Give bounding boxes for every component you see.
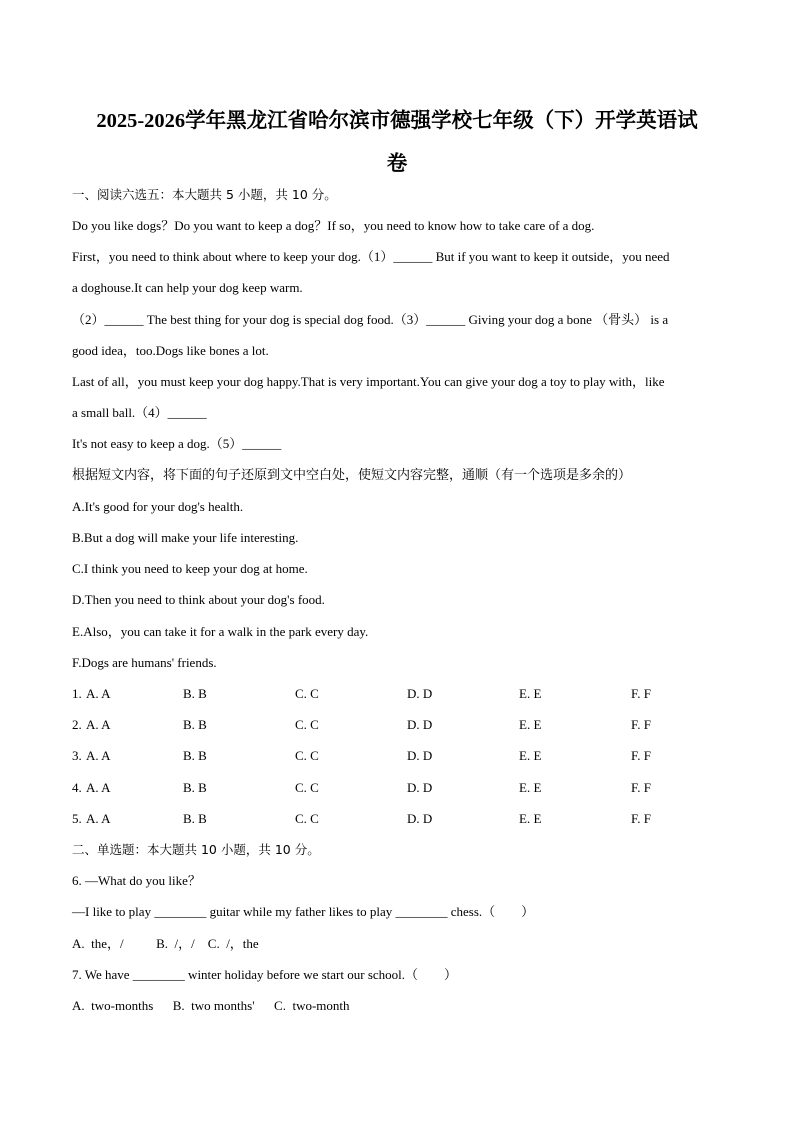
option-c[interactable]: C. C — [295, 717, 319, 732]
option-a[interactable]: A. A — [86, 717, 111, 732]
section2-heading: 二、单选题：本大题共 10 小题，共 10 分。 — [72, 842, 320, 857]
exam-title-line2: 卷 — [386, 153, 408, 175]
option-f[interactable]: F. F — [631, 780, 651, 795]
option-d[interactable]: D. D — [407, 748, 433, 763]
option-d[interactable]: D. D — [407, 811, 433, 826]
passage-line-3: a doghouse.It can help your dog keep warm. — [72, 280, 303, 295]
passage-line-1: Do you like dogs？Do you want to keep a dog？If so，you need to know how to take care of a dog. — [72, 218, 595, 233]
option-c[interactable]: C. C — [295, 780, 319, 795]
option-d[interactable]: D. D — [407, 780, 433, 795]
option-b[interactable]: B. B — [183, 686, 207, 701]
option-d[interactable]: D. D — [407, 686, 433, 701]
exam-title-line1: 2025-2026学年黑龙江省哈尔滨市德强学校七年级（下）开学英语试 — [96, 110, 698, 132]
option-f[interactable]: F. F — [631, 717, 651, 732]
option-b[interactable]: B. B — [183, 780, 207, 795]
option-a[interactable]: A. A — [86, 748, 111, 763]
option-f[interactable]: F. F — [631, 748, 651, 763]
choice-c: C.I think you need to keep your dog at home. — [72, 561, 308, 576]
question-number: 3. — [72, 748, 82, 763]
option-b[interactable]: B. B — [183, 748, 207, 763]
choice-e: E.Also，you can take it for a walk in the park every day. — [72, 624, 369, 639]
passage-line-7: a small ball.（4）______ — [72, 405, 207, 420]
option-e[interactable]: E. E — [519, 811, 542, 826]
choice-f: F.Dogs are humans' friends. — [72, 655, 217, 670]
option-e[interactable]: E. E — [519, 748, 542, 763]
option-b[interactable]: B. B — [183, 811, 207, 826]
question-number: 2. — [72, 717, 82, 732]
option-f[interactable]: F. F — [631, 686, 651, 701]
option-a[interactable]: A. A — [86, 686, 111, 701]
option-b[interactable]: B. B — [183, 717, 207, 732]
option-c[interactable]: C. C — [295, 748, 319, 763]
q6-stem: 6. —What do you like？ — [72, 873, 201, 888]
option-c[interactable]: C. C — [295, 811, 319, 826]
instruction-text: 根据短文内容，将下面的句子还原到文中空白处，使短文内容完整，通顺（有一个选项是多余的） — [72, 467, 632, 482]
q7-options[interactable]: A. two-months B. two months' C. two-month — [72, 998, 350, 1013]
section1-heading: 一、阅读六选五：本大题共 5 小题，共 10 分。 — [72, 187, 337, 202]
question-number: 4. — [72, 780, 82, 795]
q6-options[interactable]: A. the，/ B. /，/ C. /，the — [72, 936, 259, 951]
option-a[interactable]: A. A — [86, 780, 111, 795]
option-e[interactable]: E. E — [519, 686, 542, 701]
option-d[interactable]: D. D — [407, 717, 433, 732]
q6-line2: —I like to play ________ guitar while my father likes to play ________ chess.（ ） — [72, 904, 535, 919]
choice-d: D.Then you need to think about your dog's food. — [72, 592, 325, 607]
option-e[interactable]: E. E — [519, 717, 542, 732]
option-c[interactable]: C. C — [295, 686, 319, 701]
passage-line-5: good idea，too.Dogs like bones a lot. — [72, 343, 269, 358]
q7-stem: 7. We have ________ winter holiday before we start our school.（ ） — [72, 967, 458, 982]
choice-b: B.But a dog will make your life interesting. — [72, 530, 299, 545]
option-e[interactable]: E. E — [519, 780, 542, 795]
passage-line-8: It's not easy to keep a dog.（5）______ — [72, 436, 282, 451]
question-number: 5. — [72, 811, 82, 826]
passage-line-6: Last of all，you must keep your dog happy.That is very important.You can give your dog a toy to play with，like — [72, 374, 665, 389]
option-a[interactable]: A. A — [86, 811, 111, 826]
option-f[interactable]: F. F — [631, 811, 651, 826]
passage-line-2: First，you need to think about where to keep your dog.（1）______ But if you want to keep it outside，you need — [72, 249, 670, 264]
question-number: 1. — [72, 686, 82, 701]
choice-a: A.It's good for your dog's health. — [72, 499, 244, 514]
passage-line-4: （2）______ The best thing for your dog is special dog food.（3）______ Giving your dog a bone （骨头） is a — [72, 312, 669, 327]
